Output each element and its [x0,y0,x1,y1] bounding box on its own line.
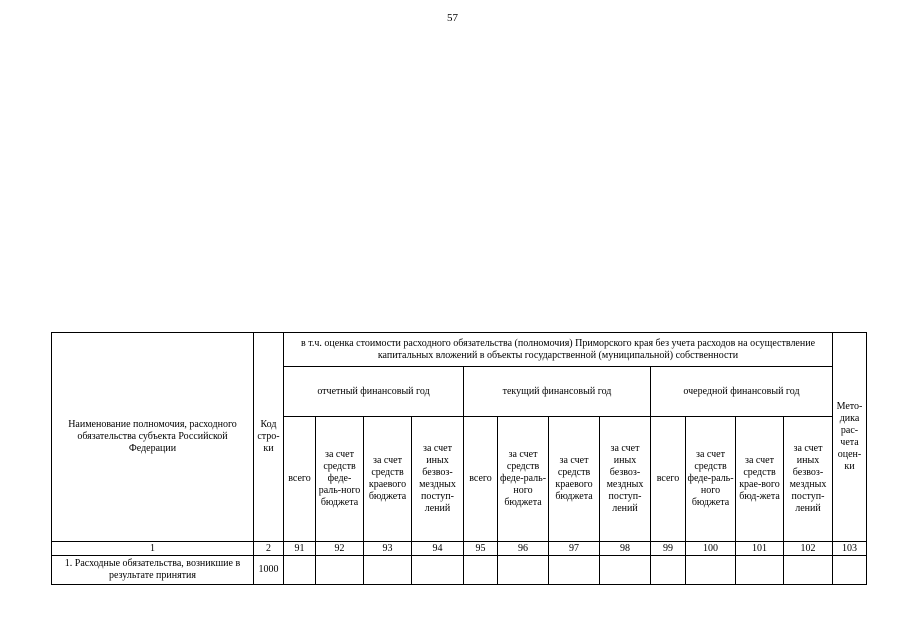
header-sub-federal: за счет средств феде-раль-ного бюджета [686,417,736,542]
column-number: 92 [316,542,364,556]
value-cell [412,556,464,585]
header-code-column: Код стро-ки [254,333,284,542]
column-numbers-row [52,542,867,556]
column-number: 103 [833,542,867,556]
column-number: 97 [549,542,600,556]
column-number: 95 [464,542,498,556]
column-number: 102 [784,542,833,556]
column-number: 93 [364,542,412,556]
value-cell [651,556,686,585]
header-sub-total: всего [651,417,686,542]
column-number: 94 [412,542,464,556]
value-cell [464,556,498,585]
header-sub-regional: за счет средств крае-вого бюд-жета [736,417,784,542]
header-method-column: Мето-дика рас-чета оцен-ки [833,333,867,542]
row-name-cell: 1. Расходные обязательства, возникшие в результате принятия [52,556,254,585]
value-cell [736,556,784,585]
value-cell [600,556,651,585]
header-sub-regional: за счет средств краевого бюджета [549,417,600,542]
header-sub-other: за счет иных безвоз-мездных поступ-лений [784,417,833,542]
expense-obligations-table [51,332,867,585]
value-cell [686,556,736,585]
value-cell [364,556,412,585]
column-number: 99 [651,542,686,556]
header-sub-federal: за счет средств феде-раль-ного бюджета [316,417,364,542]
value-cell [284,556,316,585]
header-period-current: текущий финансовый год [464,367,651,417]
column-number: 101 [736,542,784,556]
value-cell [549,556,600,585]
column-number: 1 [52,542,254,556]
header-sub-regional: за счет средств краевого бюджета [364,417,412,542]
header-sub-total: всего [464,417,498,542]
row-code-cell: 1000 [254,556,284,585]
column-number: 100 [686,542,736,556]
header-name-column: Наименование полномочия, расходного обязательства субъекта Российской Федерации [52,333,254,542]
column-number: 2 [254,542,284,556]
table-row [52,556,867,585]
column-number: 98 [600,542,651,556]
header-sub-other: за счет иных безвоз-мездных поступ-лений [600,417,651,542]
header-sub-other: за счет иных безвоз-мездных поступ-лений [412,417,464,542]
column-number: 96 [498,542,549,556]
header-period-reporting: отчетный финансовый год [284,367,464,417]
header-group: в т.ч. оценка стоимости расходного обязательства (полномочия) Приморского края без учета расходов на осуществление капитальных вложений в объекты государственной (муниципальной) собственности [284,333,833,367]
value-cell [784,556,833,585]
header-sub-federal: за счет средств феде-раль-ного бюджета [498,417,549,542]
header-period-next: очередной финансовый год [651,367,833,417]
value-cell [833,556,867,585]
header-sub-total: всего [284,417,316,542]
value-cell [316,556,364,585]
page-number: 57 [447,12,458,24]
column-number: 91 [284,542,316,556]
value-cell [498,556,549,585]
